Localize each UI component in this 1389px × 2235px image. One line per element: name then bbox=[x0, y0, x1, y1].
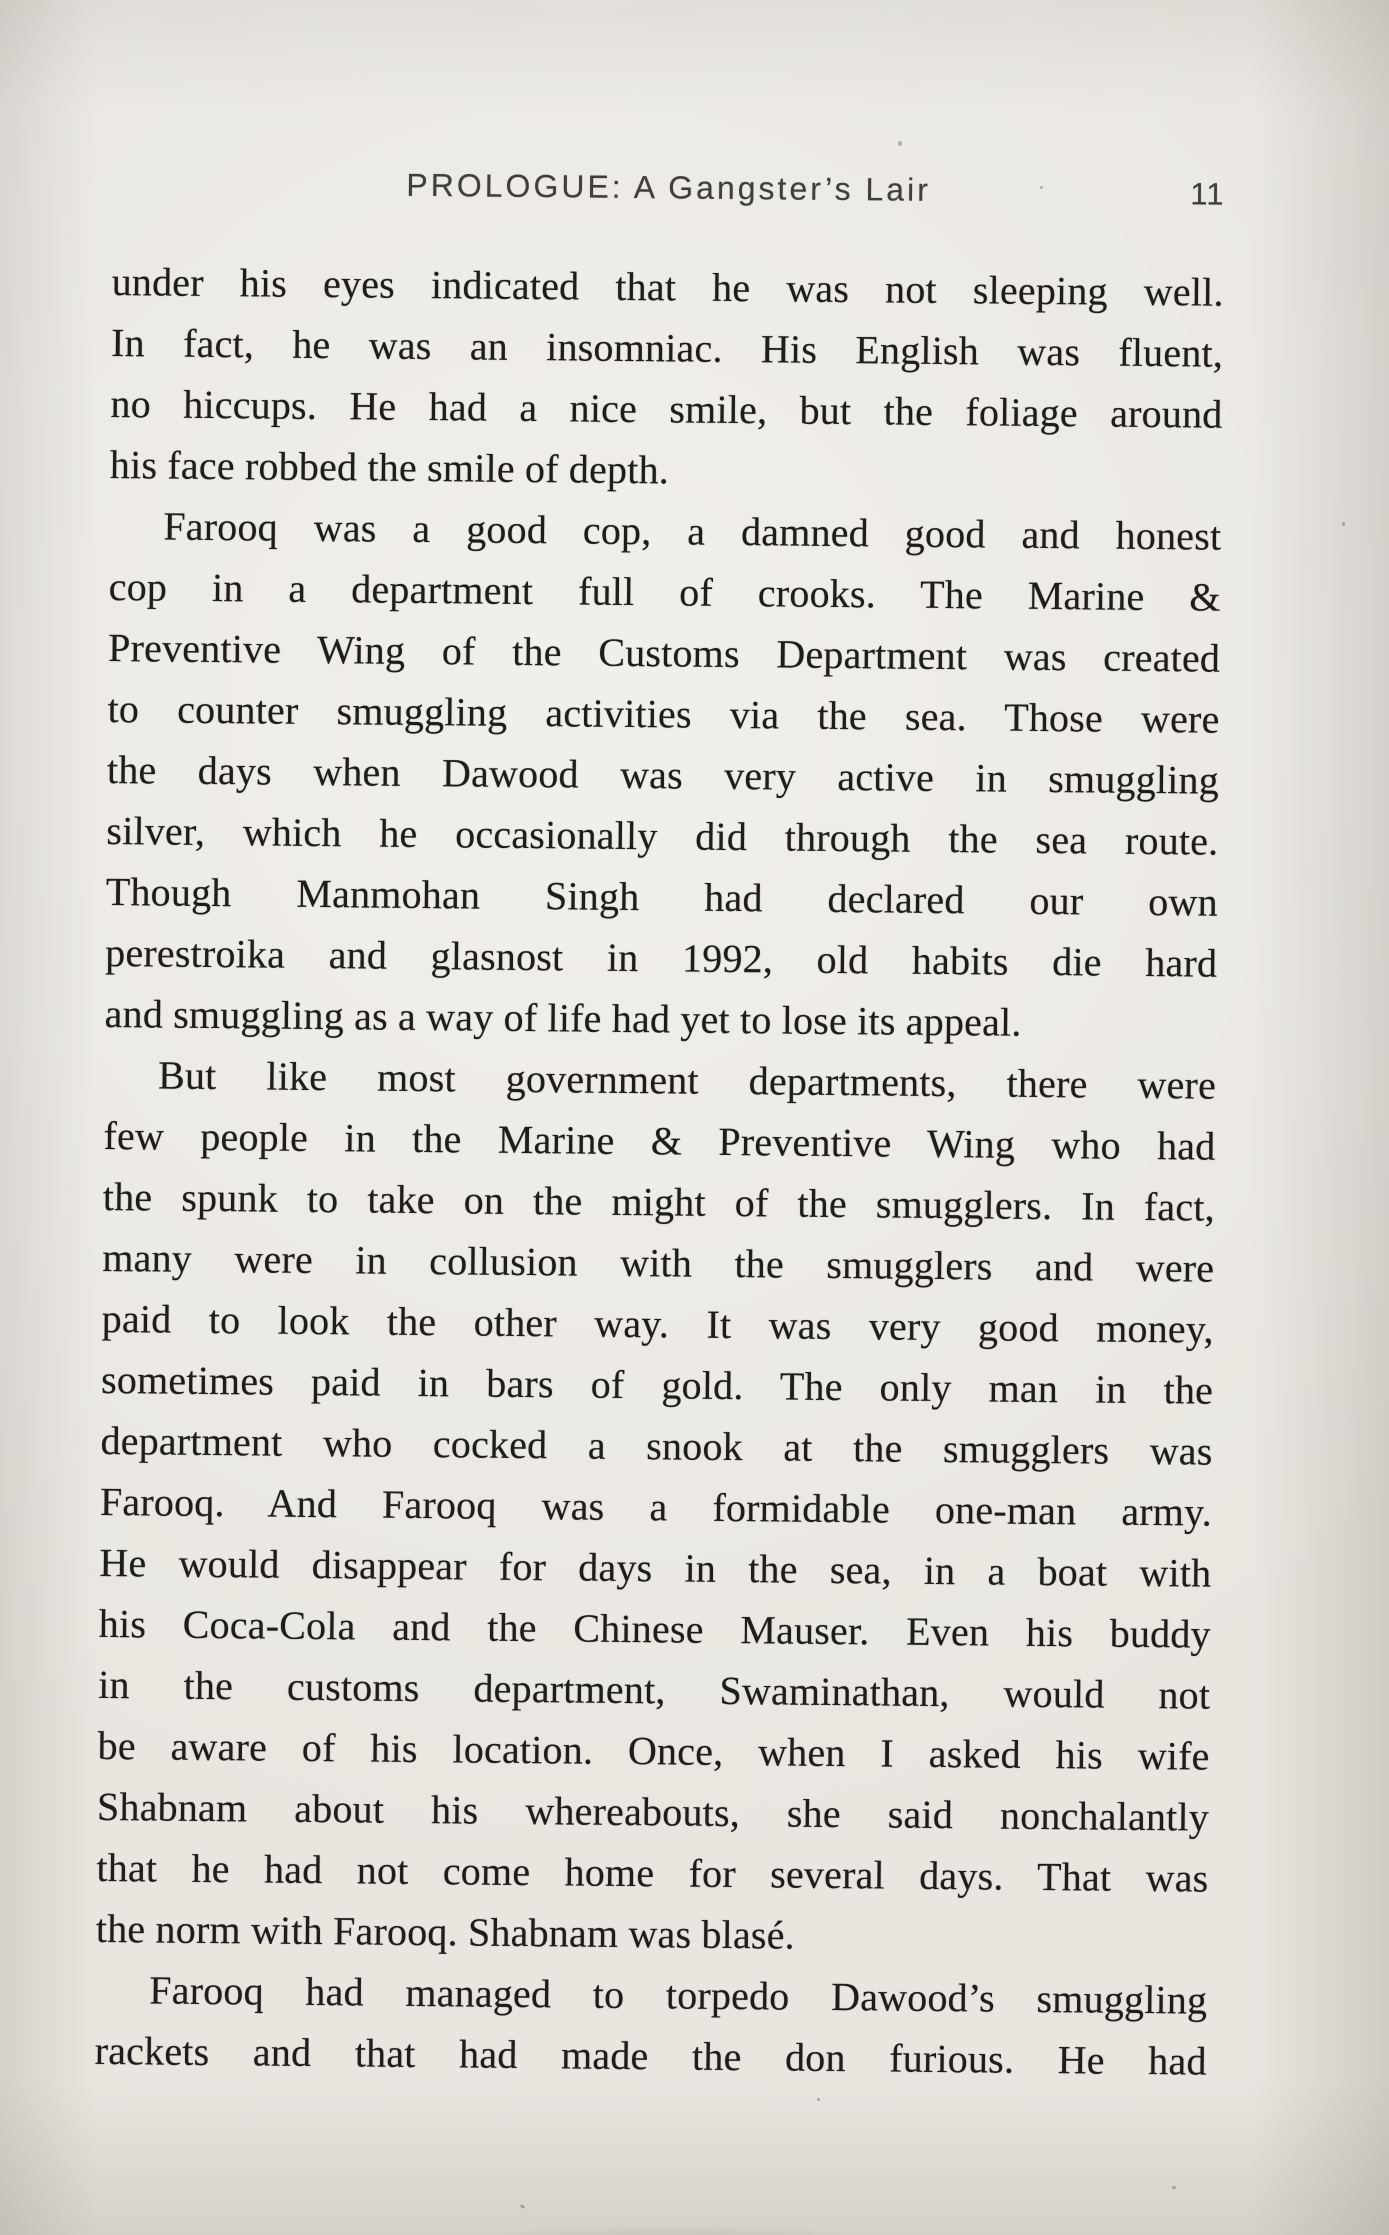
text-block bbox=[94, 251, 1224, 2092]
text-line: Farooq. And Farooq was a formidable one-man army. bbox=[99, 1478, 1213, 1535]
text-line: his face robbed the smile of depth. bbox=[109, 441, 670, 493]
text-line: no hiccups. He had a nice smile, but the foliage around bbox=[110, 380, 1223, 437]
text-line: But like most government departments, there were bbox=[157, 1052, 1217, 1108]
text-line: to counter smuggling activities via the sea. Those were bbox=[107, 685, 1220, 742]
text-line: few people in the Marine & Preventive Wing who had bbox=[103, 1112, 1216, 1169]
text-line: Preventive Wing of the Customs Department was created bbox=[107, 624, 1221, 681]
text-line: under his eyes indicated that he was not sleeping well. bbox=[111, 258, 1224, 315]
text-line: Though Manmohan Singh had declared our own bbox=[105, 868, 1219, 925]
chapter-header: PROLOGUE: A Gangster’s Lair bbox=[406, 166, 932, 208]
paper-speck bbox=[1040, 186, 1043, 189]
text-line: In fact, he was an insomniac. His English was fluent, bbox=[110, 319, 1224, 376]
text-line: the days when Dawood was very active in smuggling bbox=[106, 746, 1220, 803]
paper-speck bbox=[1172, 2186, 1176, 2189]
paper-speck bbox=[898, 141, 902, 146]
text-line: sometimes paid in bars of gold. The only man in the bbox=[100, 1356, 1214, 1413]
text-line: rackets and that had made the don furious. He had bbox=[94, 2027, 1207, 2084]
text-line: that he had not come home for several days. That was bbox=[96, 1844, 1209, 1901]
text-line: perestroika and glasnost in 1992, old habits die hard bbox=[105, 929, 1218, 986]
text-line: He would disappear for days in the sea, in a boat with bbox=[99, 1539, 1212, 1596]
text-line: paid to look the other way. It was very good money, bbox=[101, 1295, 1214, 1352]
text-line: the spunk to take on the might of the smugglers. In fact, bbox=[102, 1173, 1216, 1230]
text-line: silver, which he occasionally did through the sea route. bbox=[106, 807, 1219, 864]
text-line: Farooq had managed to torpedo Dawood’s smuggling bbox=[149, 1967, 1208, 2023]
text-line: Farooq was a good cop, a damned good and honest bbox=[163, 503, 1222, 559]
text-line: the norm with Farooq. Shabnam was blasé. bbox=[95, 1905, 796, 1958]
text-line: be aware of his location. Once, when I asked his wife bbox=[97, 1722, 1210, 1779]
text-line: his Coca-Cola and the Chinese Mauser. Even his buddy bbox=[98, 1600, 1211, 1657]
paper-speck bbox=[817, 2098, 820, 2101]
text-line: in the customs department, Swaminathan, would not bbox=[98, 1661, 1211, 1718]
page-number: 11 bbox=[1190, 176, 1225, 212]
text-line: Shabnam about his whereabouts, she said nonchalantly bbox=[96, 1783, 1210, 1840]
text-line: many were in collusion with the smugglers and were bbox=[102, 1234, 1215, 1291]
text-line: department who cocked a snook at the smugglers was bbox=[100, 1417, 1213, 1474]
text-line: cop in a department full of crooks. The Marine & bbox=[108, 563, 1221, 620]
paper-speck bbox=[1342, 522, 1345, 526]
text-line: and smuggling as a way of life had yet to lose its appeal. bbox=[104, 990, 1022, 1045]
running-header bbox=[112, 162, 1224, 213]
page-content bbox=[93, 0, 1226, 2235]
